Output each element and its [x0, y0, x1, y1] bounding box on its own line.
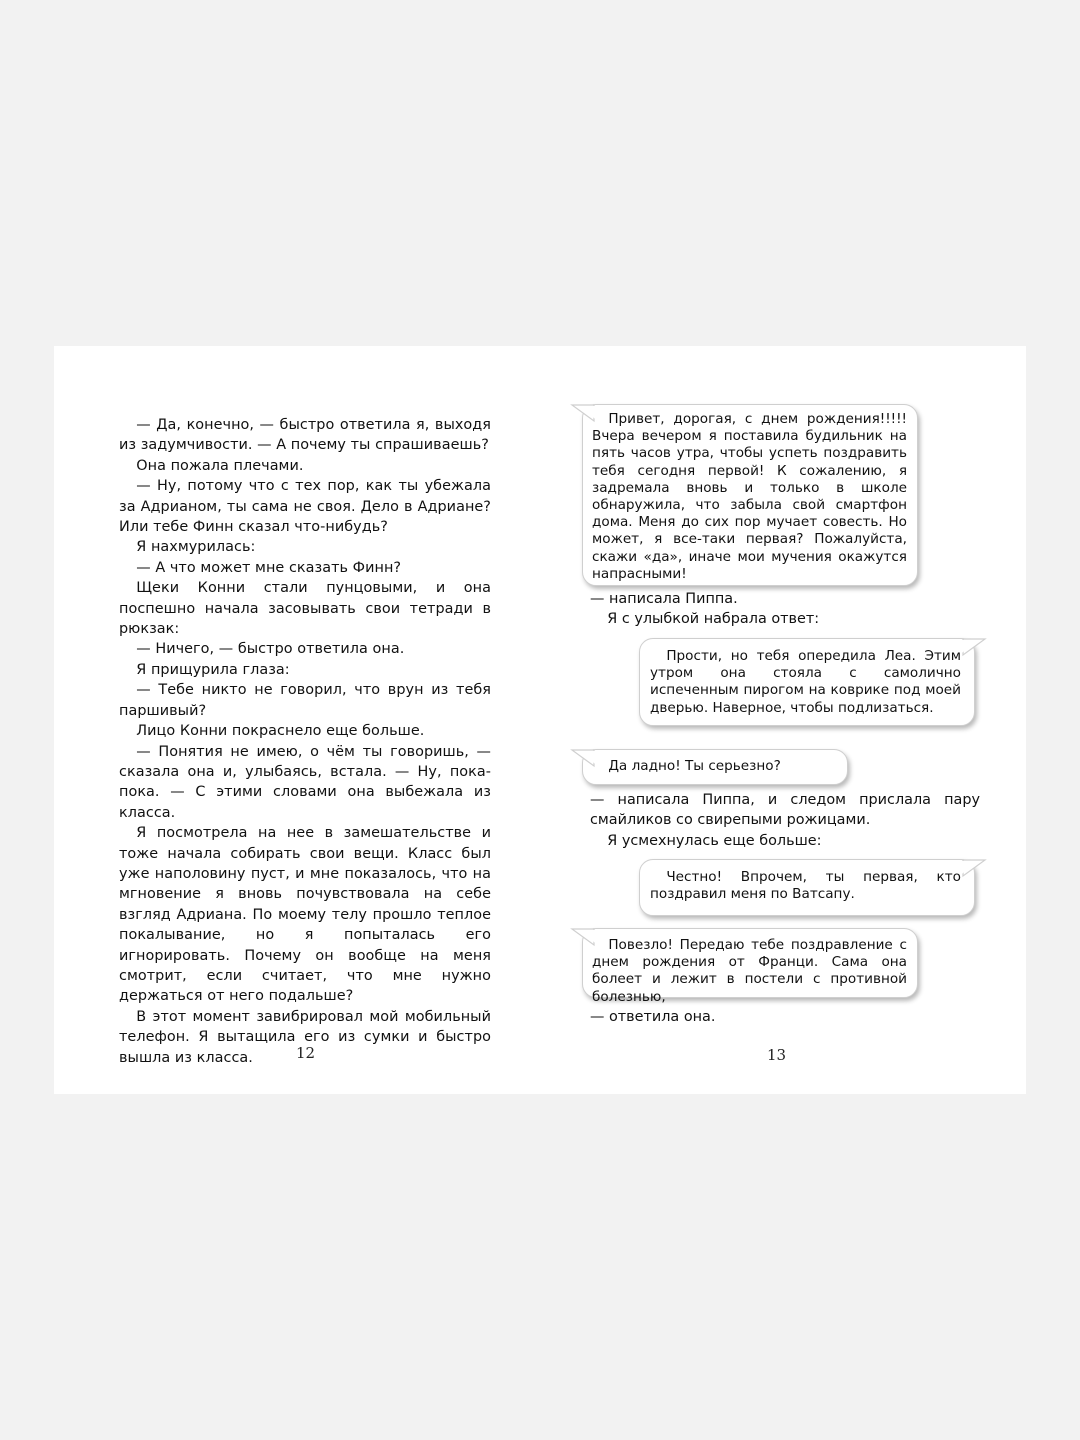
chat-bubble-incoming [582, 749, 848, 785]
message-text: Прости, но тебя опередила Леа. Этим утром она стояла с самолично испеченным пирогом на коврике под моей дверью. Наверное, чтобы подлизаться. [650, 648, 961, 716]
chat-bubble-outgoing [639, 859, 975, 916]
paragraph: — Да, конечно, — быстро ответила я, выходя из задумчивости. — А почему ты спрашиваешь? [119, 417, 491, 454]
paragraph: Щеки Конни стали пунцовыми, и она поспешно начала засовывать свои тетради в рюкзак: [119, 580, 491, 638]
paragraph: Она пожала плечами. [136, 457, 304, 474]
narration-text: Я с улыбкой набрала ответ: [607, 611, 820, 628]
bubble-tail-icon [570, 927, 594, 951]
paragraph: — Ничего, — быстро ответила она. [136, 641, 405, 658]
paragraph: Лицо Конни покраснело еще больше. [136, 723, 425, 740]
paragraph: Я нахмурилась: [136, 539, 256, 556]
chat-bubble-incoming [582, 928, 918, 1005]
paragraph: Я посмотрела на нее в замешательстве и тоже начала собирать свои вещи. Класс был уже наполовину пуст, и мне показалось, что на мгновение я вновь почувствовала на себе взгляд Адриана. По моему телу прошло теплое покалывание, но я попыталась его игнорировать. Почему он вообще на меня смотрит, если считает, что мне нужно держаться от него подальше? [119, 825, 491, 1005]
left-page-text [119, 415, 491, 1068]
narration-line [590, 1007, 980, 1027]
paragraph: — А что может мне сказать Финн? [136, 559, 402, 576]
narration-text: — ответила она. [590, 1009, 716, 1025]
bubble-tail-icon [963, 637, 987, 661]
paragraph: Я прищурила глаза: [136, 661, 290, 678]
page-number-right: 13 [767, 1046, 787, 1064]
page-number-left: 12 [296, 1044, 316, 1062]
bubble-tail-icon [570, 748, 594, 772]
chat-bubble-outgoing [639, 638, 975, 726]
narration-line [590, 589, 980, 630]
paragraph: — Ну, потому что с тех пор, как ты убежала за Адрианом, ты сама не своя. Дело в Адриане? Или тебе Финн сказал что-нибудь? [119, 478, 491, 536]
bubble-tail-icon [963, 858, 987, 882]
paragraph: — Тебе никто не говорил, что врун из тебя паршивый? [119, 682, 491, 719]
narration-text: — написала Пиппа. [590, 591, 738, 607]
message-text: Повезло! Передаю тебе поздравление с днем рождения от Франци. Сама она болеет и лежит в постели с противной болезнью, [592, 937, 907, 1005]
message-text: Да ладно! Ты серьезно? [608, 758, 781, 774]
narration-text: — написала Пиппа, и следом прислала пару смайликов со свирепыми рожицами. [590, 792, 980, 829]
bubble-tail-icon [570, 403, 594, 427]
message-text: Привет, дорогая, с днем рождения!!!!! Вчера вечером я поставила будильник на пять часов утра, чтобы успеть поздравить тебя сегодня первой! К сожалению, я задремала вновь и только в школе обнаружила, что забыла свой смартфон дома. Меня до сих пор мучает совесть. Но может, я все-таки первая? Пожалуйста, скажи «да», иначе мои мучения окажутся напрасными! [592, 411, 907, 582]
paragraph: — Понятия не имею, о чём ты говоришь, — сказала она и, улыбаясь, встала. — Ну, пока-пока. — С этими словами она выбежала из класса. [119, 743, 491, 821]
narration-line [590, 790, 980, 851]
narration-text: Я усмехнулась еще больше: [607, 832, 822, 849]
chat-bubble-incoming [582, 404, 918, 586]
message-text: Честно! Впрочем, ты первая, кто поздравил меня по Ватсапу. [650, 869, 961, 903]
paragraph: В этот момент завибрировал мой мобильный телефон. Я вытащила его из сумки и быстро вышла из класса. [119, 1008, 491, 1066]
